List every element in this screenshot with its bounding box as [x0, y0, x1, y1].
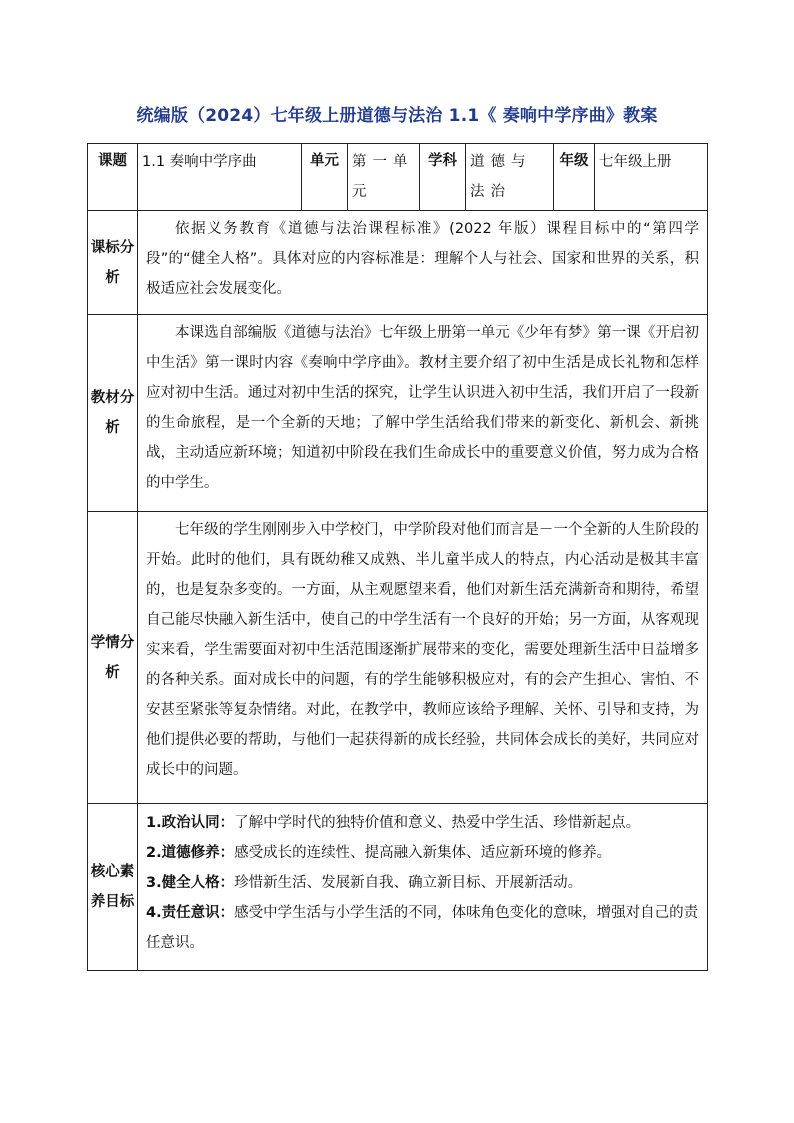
goal-item [146, 808, 699, 838]
curriculum-label: 课标分析 [88, 211, 138, 315]
subject-label: 学科 [420, 144, 466, 211]
curriculum-row [88, 211, 708, 315]
textbook-text: 本课选自部编版《道德与法治》七年级上册第一单元《少年有梦》第一课《开启初中生活》第一课时内容《奏响中学序曲》。教材主要介绍了初中生活是成长礼物和怎样应对初中生活。通过对初中生活的探究，让学生认识进入初中生活，我们开启了一段新的生命旅程，是一个全新的天地；了解中学生活给我们带来的新变化、新机会、新挑战，主动适应新环境；知道初中阶段在我们生命成长中的重要意义价值，努力成为合格的中学生。 [146, 325, 699, 491]
goal-key: 1.政治认同： [146, 815, 235, 831]
grade-label: 年级 [554, 144, 595, 211]
goals-list [138, 804, 708, 971]
goal-key: 2.道德修养： [146, 845, 235, 861]
topic-value: 1.1 奏响中学序曲 [138, 144, 302, 211]
topic-label: 课题 [88, 144, 138, 211]
students-label: 学情分析 [88, 512, 138, 804]
subject-value: 道德与法治 [466, 144, 554, 211]
goal-item [146, 868, 699, 898]
goal-text: 了解中学时代的独特价值和意义、热爱中学生活、珍惜新起点。 [234, 815, 641, 831]
grade-value: 七年级上册 [595, 144, 708, 211]
students-row [88, 512, 708, 804]
unit-value: 第一单元 [348, 144, 420, 211]
textbook-row [88, 315, 708, 512]
goal-text: 珍惜新生活、发展新自我、确立新目标、开展新活动。 [234, 875, 583, 891]
goal-item [146, 898, 699, 958]
textbook-label: 教材分析 [88, 315, 138, 512]
header-row [88, 144, 708, 211]
goal-text: 感受中学生活与小学生活的不同，体味角色变化的意味，增强对自己的责任意识。 [146, 905, 699, 951]
goal-key: 4.责任意识： [146, 905, 235, 921]
students-text: 七年级的学生刚刚步入中学校门，中学阶段对他们而言是－一个全新的人生阶段的开始。此时的他们，具有既幼稚又成熟、半儿童半成人的特点，内心活动是极其丰富的，也是复杂多变的。一方面，从主观愿望来看，他们对新生活充满新奇和期待，希望自己能尽快融入新生活中，使自己的中学生活有一个良好的开始；另一方面，从客观现实来看，学生需要面对初中生活范围逐渐扩展带来的变化，需要处理新生活中日益增多的各种关系。面对成长中的问题，有的学生能够积极应对，有的会产生担心、害怕、不安甚至紧张等复杂情绪。对此，在教学中，教师应该给予理解、关怀、引导和支持，为他们提供必要的帮助，与他们一起获得新的成长经验，共同体会成长的美好，共同应对成长中的问题。 [146, 522, 699, 778]
lesson-plan-table [87, 143, 708, 971]
goal-text: 感受成长的连续性、提高融入新集体、适应新环境的修养。 [234, 845, 612, 861]
goals-label: 核心素养目标 [88, 804, 138, 971]
curriculum-text: 依据义务教育《道德与法治课程标准》(2022 年版）课程目标中的“第四学段”的“健全人格”。具体对应的内容标准是：理解个人与社会、国家和世界的关系，积极适应社会发展变化。 [146, 221, 699, 297]
document-title: 统编版（2024）七年级上册道德与法治 1.1《 奏响中学序曲》教案 [136, 106, 658, 126]
unit-label: 单元 [302, 144, 348, 211]
goal-key: 3.健全人格： [146, 875, 235, 891]
goals-row [88, 804, 708, 971]
goal-item [146, 838, 699, 868]
